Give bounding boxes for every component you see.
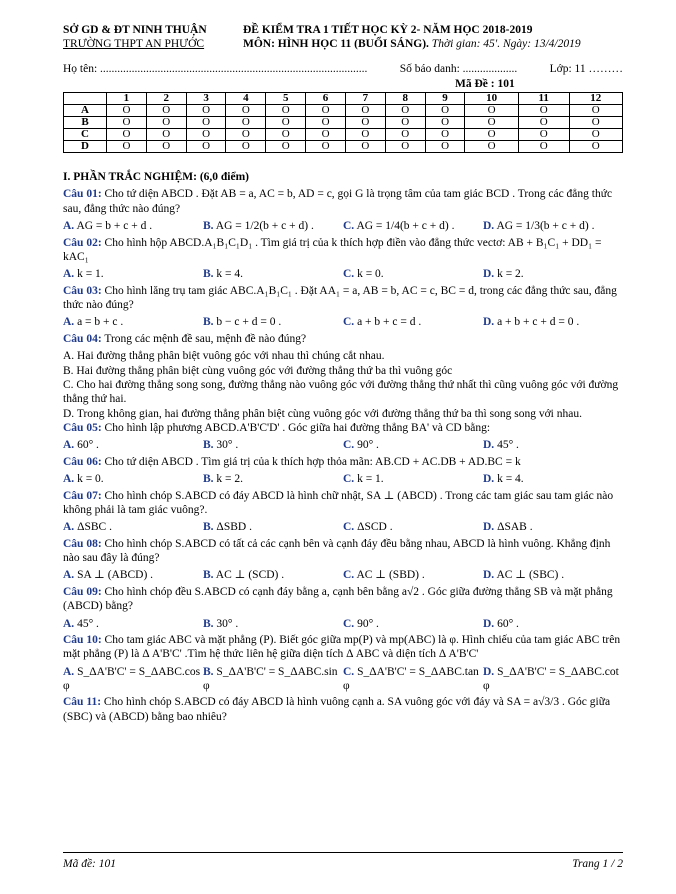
answer-option[interactable]	[343, 617, 483, 631]
option-text: AG = 1/4(b + c + d) .	[356, 220, 455, 233]
column-header: 9	[425, 93, 465, 105]
option-text: AC ⊥ (SBC) .	[496, 569, 565, 582]
option-text: 45° .	[497, 439, 519, 452]
answer-bubble[interactable]: O	[266, 129, 306, 141]
answer-bubble[interactable]: O	[146, 129, 186, 141]
question-number: Câu 10:	[63, 633, 102, 646]
answer-bubble[interactable]: O	[266, 105, 306, 117]
question-text: Cho hình lập phương ABCD.A'B'C'D' . Góc giữa hai đường thẳng BA' và CD bằng:	[104, 422, 491, 434]
option-text: AC ⊥ (SBD) .	[356, 569, 425, 582]
answer-bubble[interactable]: O	[465, 129, 518, 141]
answer-option[interactable]	[483, 617, 623, 631]
option-letter: A.	[63, 569, 75, 582]
option-letter: C.	[343, 665, 355, 678]
option-text: k = 4.	[497, 473, 524, 486]
question-text: Cho hình chóp S.ABCD có đáy ABCD là hình vuông cạnh a. SA vuông góc với đáy và SA = a√3/3 . Góc giữa (SBC) và (ABCD) bằng bao nhiêu?	[63, 696, 611, 723]
question-text: Cho hình chóp S.ABCD có tất cả các cạnh bên và cạnh đáy đều bằng nhau, ABCD là hình vuông. Khẳng định nào sau đây là đúng?	[63, 537, 611, 564]
answer-bubble[interactable]: O	[385, 117, 425, 129]
answer-bubble[interactable]: O	[385, 141, 425, 153]
answer-bubble[interactable]: O	[306, 141, 346, 153]
question-number: Câu 04:	[63, 332, 102, 345]
answer-option[interactable]	[63, 568, 203, 582]
question-number: Câu 08:	[63, 537, 102, 550]
subject: MÔN: HÌNH HỌC 11 (BUỔI SÁNG).	[243, 38, 429, 51]
answer-bubble[interactable]: O	[146, 117, 186, 129]
answer-bubble[interactable]: O	[345, 117, 385, 129]
questions-content	[63, 170, 623, 727]
option-text: k = 1.	[357, 473, 384, 486]
question-text: Cho tứ diện ABCD . Đặt AB = a, AC = b, AD = c, gọi G là trọng tâm của tam giác BCD . Trong các đẳng thức sau, đẳng thức nào đúng?	[63, 188, 613, 215]
question	[63, 284, 623, 313]
options-row	[63, 219, 623, 233]
answer-bubble[interactable]: O	[266, 141, 306, 153]
class-field[interactable]: Lớp: 11 ………	[549, 63, 623, 75]
option-text: k = 0.	[77, 473, 104, 486]
student-info	[63, 62, 623, 76]
option-text: k = 1.	[77, 268, 104, 281]
answer-bubble[interactable]: O	[385, 129, 425, 141]
answer-option[interactable]	[203, 568, 343, 582]
answer-option[interactable]	[343, 267, 483, 281]
question-text: Trong các mệnh đề sau, mệnh đề nào đúng?	[104, 332, 307, 345]
option-text: AG = 1/3(b + c + d) .	[496, 220, 595, 233]
option-text: AG = b + c + d .	[76, 220, 153, 233]
option-text: a + b + c + d = 0 .	[497, 316, 580, 329]
answer-bubble[interactable]: O	[107, 141, 147, 153]
option-letter: C.	[343, 617, 355, 630]
answer-row	[64, 129, 623, 141]
options-row	[63, 267, 623, 281]
option-text: 30° .	[216, 617, 239, 630]
option-letter: D.	[483, 220, 495, 233]
option-letter: D.	[483, 439, 495, 452]
answer-option[interactable]	[63, 438, 203, 452]
answer-option-line[interactable]: B. Hai đường thẳng phân biệt cùng vuông góc với đường thẳng thứ ba thì vuông góc	[63, 364, 453, 377]
department-name: SỞ GD & ĐT NINH THUẬN	[63, 24, 207, 36]
options-row	[63, 665, 623, 694]
option-letter: B.	[203, 521, 214, 534]
question-number: Câu 03:	[63, 284, 102, 297]
answer-bubble[interactable]: O	[465, 117, 518, 129]
option-text: ΔSBC .	[77, 521, 112, 534]
question-number: Câu 07:	[63, 489, 102, 502]
option-letter: D.	[483, 617, 495, 630]
answer-option[interactable]	[63, 520, 203, 534]
option-letter: C.	[343, 439, 355, 452]
option-text: 90° .	[357, 617, 379, 630]
column-header: 3	[186, 93, 226, 105]
answer-bubble[interactable]: O	[518, 105, 569, 117]
option-letter: C.	[343, 220, 355, 233]
answer-option[interactable]	[483, 219, 623, 233]
option-letter: D.	[483, 473, 495, 486]
answer-option[interactable]	[63, 472, 203, 486]
option-letter: A.	[63, 439, 75, 452]
answer-bubble[interactable]: O	[306, 117, 346, 129]
row-label: B	[64, 117, 107, 129]
answer-option[interactable]	[203, 267, 343, 281]
question	[63, 537, 623, 566]
options-row	[63, 520, 623, 534]
answer-bubble[interactable]: O	[569, 117, 622, 129]
answer-bubble[interactable]: O	[518, 141, 569, 153]
question	[63, 489, 623, 518]
option-letter: B.	[203, 473, 214, 486]
answer-bubble[interactable]: O	[306, 105, 346, 117]
question	[63, 585, 623, 614]
answer-bubble[interactable]: O	[345, 105, 385, 117]
question	[63, 332, 623, 346]
answer-bubble[interactable]: O	[266, 117, 306, 129]
option-letter: C.	[343, 268, 355, 281]
footer-exam-code: Mã đề: 101	[63, 858, 117, 870]
question	[63, 455, 623, 469]
answer-bubble[interactable]: O	[569, 141, 622, 153]
answer-option[interactable]	[483, 568, 623, 582]
question-number: Câu 05:	[63, 422, 102, 434]
answer-bubble[interactable]: O	[345, 141, 385, 153]
option-text: 45° .	[77, 617, 99, 630]
answer-option[interactable]	[203, 438, 343, 452]
answer-option[interactable]	[63, 267, 203, 281]
column-header: 5	[266, 93, 306, 105]
option-text: k = 0.	[357, 268, 384, 281]
answer-option[interactable]	[343, 315, 483, 329]
question-number: Câu 06:	[63, 455, 102, 468]
answer-option[interactable]	[63, 315, 203, 329]
option-text: k = 2.	[216, 473, 244, 486]
question-text: Cho hình lăng trụ tam giác ABC.A₁B₁C₁ . Đặt AA₁ = a, AB = b, AC = c, BC = d, trong các đẳng thức sau, đẳng thức nào đúng?	[63, 284, 617, 311]
answer-row	[64, 141, 623, 153]
answer-bubble[interactable]: O	[226, 129, 266, 141]
answer-option[interactable]	[343, 665, 483, 694]
answer-bubble[interactable]: O	[107, 129, 147, 141]
question-number: Câu 11:	[63, 696, 102, 709]
question-text: Cho tam giác ABC và mặt phẳng (P). Biết góc giữa mp(P) và mp(ABC) là φ. Hình chiếu của tam giác ABC trên mặt phẳng (P) là Δ A'B'C' .Tìm hệ thức liên hệ giữa diện tích Δ ABC và diện tích Δ A'B'C'	[63, 633, 621, 661]
option-letter: B.	[203, 268, 214, 281]
option-letter: D.	[483, 268, 495, 281]
option-text: 60° .	[497, 617, 519, 630]
exam-time-date: Thời gian: 45'. Ngày: 13/4/2019	[428, 38, 581, 51]
answer-option[interactable]	[343, 472, 483, 486]
options-row	[63, 472, 623, 486]
answer-option-line[interactable]: A. Hai đường thẳng phân biệt vuông góc với nhau thì chúng cắt nhau.	[63, 350, 385, 363]
school-name: TRƯỜNG THPT AN PHƯỚC	[63, 38, 205, 51]
exam-code: Mã Đề : 101	[455, 78, 515, 90]
answer-bubble[interactable]: O	[465, 105, 518, 117]
column-header: 10	[465, 93, 518, 105]
answer-bubble[interactable]: O	[425, 105, 465, 117]
option-text: SA ⊥ (ABCD) .	[77, 569, 154, 582]
question-number: Câu 09:	[63, 585, 102, 598]
row-label: A	[64, 105, 107, 117]
option-text: ΔSCD .	[357, 521, 393, 534]
option-text: b − c + d = 0 .	[216, 316, 282, 329]
answer-bubble[interactable]: O	[186, 141, 226, 153]
option-letter: A.	[63, 316, 75, 329]
answer-option[interactable]	[63, 665, 203, 694]
answer-option[interactable]	[63, 219, 203, 233]
column-header: 12	[569, 93, 622, 105]
column-header: 1	[107, 93, 147, 105]
option-text: k = 2.	[497, 268, 524, 281]
answer-row	[64, 105, 623, 117]
question-text: Cho tứ diện ABCD . Tìm giá trị của k thích hợp thỏa mãn: AB.CD + AC.DB + AD.BC = k	[104, 455, 521, 468]
option-letter: D.	[483, 569, 495, 582]
option-text: S_ΔA'B'C' = S_ΔABC.tan φ	[343, 665, 479, 692]
student-name-field[interactable]: Họ tên: .............................................................................................	[63, 63, 368, 75]
section-title: I. PHẦN TRẮC NGHIỆM: (6,0 điểm)	[63, 171, 250, 183]
option-letter: C.	[343, 316, 355, 329]
answer-option[interactable]	[203, 472, 343, 486]
option-text: S_ΔA'B'C' = S_ΔABC.cos φ	[63, 665, 201, 692]
column-header: 8	[385, 93, 425, 105]
answer-option[interactable]	[343, 520, 483, 534]
option-letter: C.	[343, 569, 355, 582]
option-text: k = 4.	[216, 268, 244, 281]
answer-bubble[interactable]: O	[569, 105, 622, 117]
question-text: Cho hình chóp S.ABCD có đáy ABCD là hình chữ nhật, SA ⊥ (ABCD) . Trong các tam giác sau tam giác nào không phải là tam giác vuông?.	[63, 489, 614, 516]
option-text: a + b + c = d .	[357, 316, 422, 329]
options-row	[63, 438, 623, 452]
answer-bubble[interactable]: O	[226, 117, 266, 129]
answer-bubble[interactable]: O	[465, 141, 518, 153]
column-header: 7	[345, 93, 385, 105]
answer-option[interactable]	[483, 267, 623, 281]
question	[63, 236, 623, 265]
answer-bubble[interactable]: O	[226, 105, 266, 117]
exam-header	[63, 23, 633, 52]
option-text: S_ΔA'B'C' = S_ΔABC.cot φ	[483, 665, 619, 692]
question-number: Câu 01:	[63, 188, 102, 201]
question	[63, 633, 623, 662]
answer-bubble[interactable]: O	[107, 105, 147, 117]
options-row	[63, 568, 623, 582]
option-letter: D.	[483, 665, 495, 678]
answer-option[interactable]	[203, 520, 343, 534]
answer-bubble[interactable]: O	[518, 129, 569, 141]
answer-bubble[interactable]: O	[425, 129, 465, 141]
exam-title: ĐỀ KIỂM TRA 1 TIẾT HỌC KỲ 2- NĂM HỌC 2018-2019	[243, 24, 533, 36]
options-row	[63, 617, 623, 631]
answer-option[interactable]	[343, 219, 483, 233]
question-text: Cho hình chóp đều S.ABCD có cạnh đáy bằng a, cạnh bên bằng a√2 . Góc giữa đường thẳng SB và mặt phẳng (ABCD) bằng?	[63, 585, 613, 613]
option-letter: A.	[63, 665, 75, 678]
answer-option[interactable]	[203, 219, 343, 233]
option-text: 90° .	[357, 439, 379, 452]
answer-bubble[interactable]: O	[146, 141, 186, 153]
page-number: Trang 1 / 2	[572, 858, 623, 870]
option-text: 60° .	[77, 439, 99, 452]
answer-bubble[interactable]: O	[107, 117, 147, 129]
option-text: AC ⊥ (SCD) .	[215, 569, 285, 582]
answer-bubble[interactable]: O	[186, 117, 226, 129]
option-letter: A.	[63, 521, 75, 534]
column-header: 6	[306, 93, 346, 105]
option-letter: B.	[203, 569, 214, 582]
option-letter: C.	[343, 521, 355, 534]
option-text: a = b + c .	[77, 316, 124, 329]
answer-option-line[interactable]: D. Trong không gian, hai đường thẳng phân biệt cùng vuông góc với đường thẳng thứ ba thì song song với nhau.	[63, 407, 582, 420]
answer-bubble[interactable]: O	[569, 129, 622, 141]
question-text: Cho hình hộp ABCD.A₁B₁C₁D₁ . Tìm giá trị của k thích hợp điền vào đẳng thức vectơ: AB + B₁C₁ + DD₁ = kAC₁	[63, 236, 602, 263]
answer-bubble[interactable]: O	[186, 129, 226, 141]
answer-option[interactable]	[483, 315, 623, 329]
question	[63, 695, 623, 724]
answer-option[interactable]	[63, 617, 203, 631]
option-text: 30° .	[216, 439, 239, 452]
column-header: 4	[226, 93, 266, 105]
option-letter: A.	[63, 220, 75, 233]
student-id-field[interactable]: Số báo danh: ...................	[399, 63, 518, 75]
answer-bubble[interactable]: O	[425, 117, 465, 129]
option-letter: A.	[63, 617, 75, 630]
option-letter: D.	[483, 521, 495, 534]
option-letter: A.	[63, 268, 75, 281]
column-header: 11	[518, 93, 569, 105]
answer-option[interactable]	[483, 520, 623, 534]
answer-row	[64, 117, 623, 129]
question-number: Câu 02:	[63, 236, 102, 249]
option-text: S_ΔA'B'C' = S_ΔABC.sin φ	[203, 665, 338, 692]
option-letter: D.	[483, 316, 495, 329]
answer-bubble[interactable]: O	[226, 141, 266, 153]
answer-bubble[interactable]: O	[345, 129, 385, 141]
option-text: AG = 1/2(b + c + d) .	[215, 220, 314, 233]
answer-option[interactable]	[483, 472, 623, 486]
option-letter: A.	[63, 473, 75, 486]
option-letter: C.	[343, 473, 355, 486]
answer-bubble[interactable]: O	[385, 105, 425, 117]
answer-option[interactable]	[343, 438, 483, 452]
answer-bubble[interactable]: O	[186, 105, 226, 117]
page-footer	[63, 852, 623, 871]
option-letter: B.	[203, 316, 214, 329]
row-label: D	[64, 141, 107, 153]
option-letter: B.	[203, 439, 214, 452]
answer-option[interactable]	[203, 315, 343, 329]
answer-bubble[interactable]: O	[306, 129, 346, 141]
answer-option[interactable]	[483, 438, 623, 452]
option-letter: B.	[203, 665, 214, 678]
table-corner	[64, 93, 107, 105]
answer-option[interactable]	[343, 568, 483, 582]
option-letter: B.	[203, 220, 214, 233]
answer-sheet-table	[63, 92, 623, 153]
answer-option[interactable]	[203, 665, 343, 694]
question	[63, 187, 623, 216]
answer-option-line[interactable]: C. Cho hai đường thẳng song song, đường thẳng nào vuông góc với đường thẳng thứ nhất thì cũng vuông góc với đường thẳng thứ hai.	[63, 378, 619, 406]
question	[63, 421, 623, 435]
answer-option[interactable]	[203, 617, 343, 631]
option-text: ΔSBD .	[216, 521, 252, 534]
answer-bubble[interactable]: O	[425, 141, 465, 153]
option-letter: B.	[203, 617, 214, 630]
option-text: ΔSAB .	[497, 521, 533, 534]
column-header: 2	[146, 93, 186, 105]
answer-bubble[interactable]: O	[518, 117, 569, 129]
answer-bubble[interactable]: O	[146, 105, 186, 117]
row-label: C	[64, 129, 107, 141]
options-row	[63, 315, 623, 329]
answer-option[interactable]	[483, 665, 623, 694]
